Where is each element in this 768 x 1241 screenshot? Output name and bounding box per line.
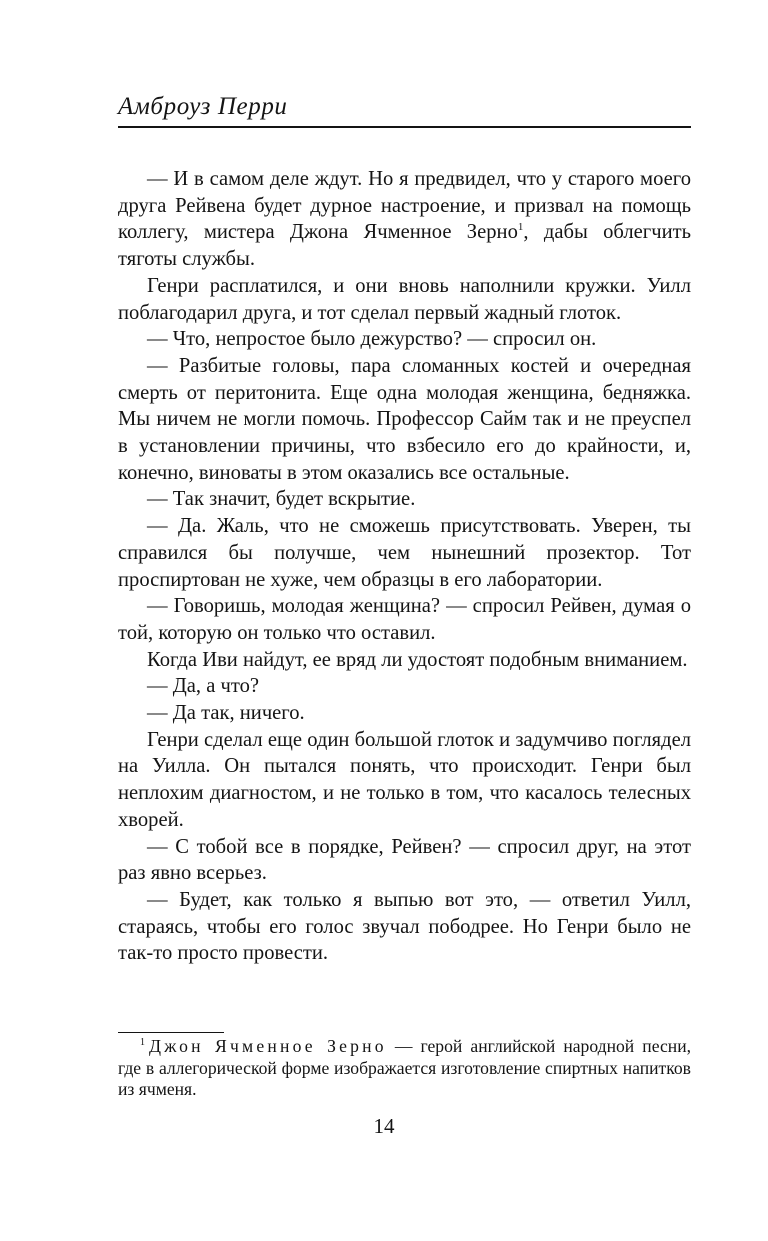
paragraph: — Что, непростое было дежурство? — спросил он. [147,328,597,351]
footnote [118,1036,691,1101]
footnote-reference: 1 [517,221,524,234]
paragraph: — Будет, как только я выпью вот это, — ответил Уилл, стараясь, чтобы его голос звучал пободрее. Но Генри было не так-то просто провести. [118,888,691,965]
footnote-number: 1 [140,1037,145,1049]
paragraph: — Говоришь, молодая женщина? — спросил Рейвен, думая о той, которую он только что оставил. [118,595,691,644]
running-header [118,92,691,128]
body-text [118,166,691,967]
paragraph: — С тобой все в порядке, Рейвен? — спросил друг, на этот раз явно всерьез. [118,835,691,885]
paragraph: — Да. Жаль, что не сможешь присутствовать. Уверен, ты справился бы получше, чем нынешний прозектор. Тот проспиртован не хуже, чем образцы в его лаборатории. [118,515,691,591]
paragraph: Когда Иви найдут, ее вряд ли удостоят подобным вниманием. [147,648,688,671]
paragraph: — Да, а что? [147,675,260,698]
paragraph [118,166,691,273]
paragraph-text-continued: , дабы облегчить тяготы службы. [118,221,691,271]
paragraph: — Разбитые головы, пара сломанных костей и очередная смерть от перитонита. Еще одна молодая женщина, бедняжка. Мы ничем не могли помочь. Профессор Сайм так и не преуспел в установлении причины, что взбесило его до крайности, и, конечно, виноваты в этом оказались все остальные. [118,354,691,484]
paragraph-text: — И в самом деле ждут. Но я предвидел, что у старого моего друга Рейвена будет дурное настроение, и призвал на помощь коллегу, мистера Джона Ячменное Зерно [118,168,691,244]
running-header-author: Амброуз Перри [118,93,288,120]
paragraph: Генри сделал еще один большой глоток и задумчиво поглядел на Уилла. Он пытался понять, что происходит. Генри был неплохим диагностом, и не только в том, что касалось телесных хворей. [118,728,691,831]
footnote-text: — герой английской народной песни, где в аллегорической форме изображается изготовление спиртных напитков из ячменя. [118,1036,692,1099]
footnote-divider [118,1032,224,1033]
paragraph: — Так значит, будет вскрытие. [147,488,416,511]
footnote-term: Джон Ячменное Зерно [149,1036,387,1056]
paragraph: Генри расплатился, и они вновь наполнили кружки. Уилл поблагодарил друга, и тот сделал первый жадный глоток. [118,274,691,324]
paragraph: — Да так, ничего. [147,702,305,725]
page-number: 14 [373,1114,395,1138]
